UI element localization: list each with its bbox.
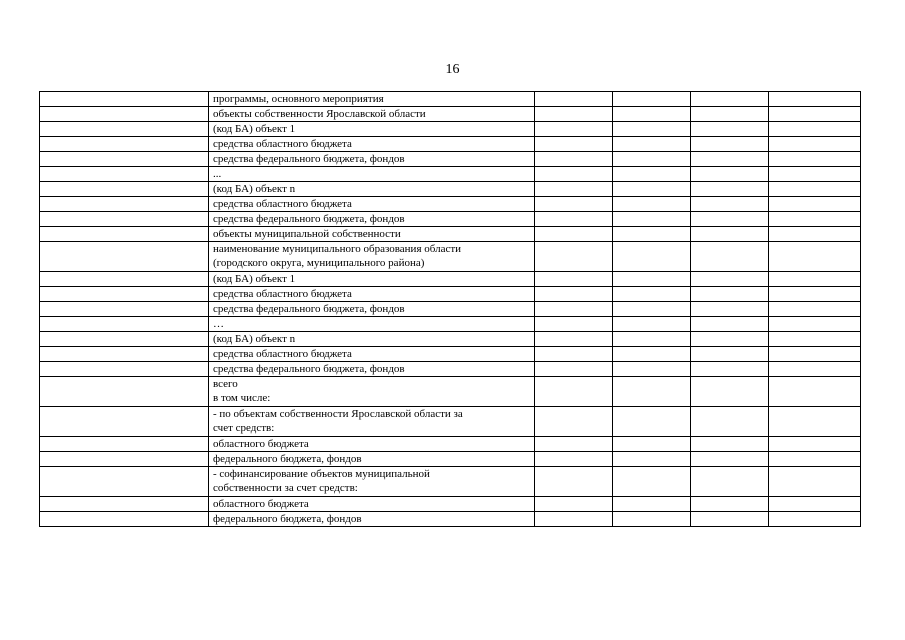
- row-label-line: средства областного бюджета: [213, 348, 352, 360]
- row-label-cell: [209, 362, 535, 377]
- value-cell: [613, 347, 691, 362]
- row-label-line: объекты муниципальной собственности: [213, 228, 401, 240]
- value-cell: [769, 302, 861, 317]
- value-cell: [691, 362, 769, 377]
- value-cell: [613, 152, 691, 167]
- row-blank-first-cell: [40, 197, 209, 212]
- value-cell: [691, 227, 769, 242]
- value-cell: [535, 407, 613, 437]
- value-cell: [769, 452, 861, 467]
- value-cell: [535, 227, 613, 242]
- value-cell: [535, 347, 613, 362]
- row-label-cell: [209, 107, 535, 122]
- value-cell: [769, 332, 861, 347]
- row-label-cell: [209, 347, 535, 362]
- value-cell: [691, 122, 769, 137]
- value-cell: [613, 332, 691, 347]
- value-cell: [769, 137, 861, 152]
- row-label-line: - софинансирование объектов муниципальной: [213, 468, 430, 480]
- value-cell: [691, 452, 769, 467]
- value-cell: [691, 317, 769, 332]
- row-blank-first-cell: [40, 512, 209, 527]
- value-cell: [613, 137, 691, 152]
- value-cell: [613, 182, 691, 197]
- value-cell: [535, 317, 613, 332]
- value-cell: [691, 272, 769, 287]
- value-cell: [691, 197, 769, 212]
- row-blank-first-cell: [40, 167, 209, 182]
- row-blank-first-cell: [40, 377, 209, 407]
- value-cell: [613, 287, 691, 302]
- value-cell: [691, 287, 769, 302]
- table-row: [40, 497, 861, 512]
- table-row: [40, 362, 861, 377]
- table-row: [40, 122, 861, 137]
- row-label-line: средства федерального бюджета, фондов: [213, 303, 405, 315]
- value-cell: [691, 467, 769, 497]
- row-label-cell: [209, 182, 535, 197]
- row-blank-first-cell: [40, 452, 209, 467]
- value-cell: [535, 92, 613, 107]
- value-cell: [691, 137, 769, 152]
- table-row: [40, 317, 861, 332]
- row-label-line: в том числе:: [213, 392, 271, 404]
- table-row: [40, 347, 861, 362]
- row-label-cell: [209, 227, 535, 242]
- value-cell: [769, 167, 861, 182]
- row-blank-first-cell: [40, 212, 209, 227]
- value-cell: [769, 437, 861, 452]
- table-row: [40, 272, 861, 287]
- row-label-cell: [209, 317, 535, 332]
- row-label-cell: [209, 137, 535, 152]
- row-blank-first-cell: [40, 467, 209, 497]
- value-cell: [769, 362, 861, 377]
- value-cell: [613, 467, 691, 497]
- row-label-line: (городского округа, муниципального района): [213, 257, 425, 269]
- row-blank-first-cell: [40, 107, 209, 122]
- value-cell: [535, 362, 613, 377]
- row-label-cell: [209, 377, 535, 407]
- row-label-cell: [209, 212, 535, 227]
- row-blank-first-cell: [40, 137, 209, 152]
- value-cell: [535, 377, 613, 407]
- row-label-line: областного бюджета: [213, 498, 309, 510]
- row-blank-first-cell: [40, 287, 209, 302]
- value-cell: [769, 512, 861, 527]
- value-cell: [613, 197, 691, 212]
- value-cell: [613, 107, 691, 122]
- row-label-cell: [209, 467, 535, 497]
- row-blank-first-cell: [40, 347, 209, 362]
- table-row: [40, 212, 861, 227]
- row-label-line: (код БА) объект 1: [213, 123, 296, 135]
- row-label-line: …: [213, 318, 224, 330]
- row-blank-first-cell: [40, 302, 209, 317]
- table-row: [40, 107, 861, 122]
- value-cell: [769, 407, 861, 437]
- row-label-line: программы, основного мероприятия: [213, 93, 384, 105]
- row-label-cell: [209, 332, 535, 347]
- row-label-cell: [209, 437, 535, 452]
- value-cell: [535, 242, 613, 272]
- value-cell: [691, 182, 769, 197]
- value-cell: [613, 407, 691, 437]
- value-cell: [613, 92, 691, 107]
- row-label-cell: [209, 407, 535, 437]
- value-cell: [535, 287, 613, 302]
- row-label-cell: [209, 152, 535, 167]
- row-label-cell: [209, 302, 535, 317]
- value-cell: [769, 272, 861, 287]
- value-cell: [535, 497, 613, 512]
- budget-table: [39, 91, 861, 527]
- row-label-line: - по объектам собственности Ярославской области за: [213, 408, 463, 420]
- value-cell: [769, 212, 861, 227]
- value-cell: [769, 287, 861, 302]
- value-cell: [535, 512, 613, 527]
- row-label-line: средства областного бюджета: [213, 198, 352, 210]
- row-blank-first-cell: [40, 497, 209, 512]
- value-cell: [613, 317, 691, 332]
- table-row: [40, 242, 861, 272]
- value-cell: [613, 512, 691, 527]
- row-label-line: всего: [213, 378, 238, 390]
- row-blank-first-cell: [40, 227, 209, 242]
- value-cell: [535, 167, 613, 182]
- budget-table-body: [40, 92, 861, 527]
- value-cell: [769, 347, 861, 362]
- value-cell: [769, 467, 861, 497]
- value-cell: [769, 182, 861, 197]
- value-cell: [535, 437, 613, 452]
- value-cell: [613, 452, 691, 467]
- row-label-cell: [209, 497, 535, 512]
- value-cell: [691, 242, 769, 272]
- page-number: 16: [445, 62, 460, 77]
- value-cell: [613, 362, 691, 377]
- row-blank-first-cell: [40, 362, 209, 377]
- row-label-line: объекты собственности Ярославской области: [213, 108, 426, 120]
- value-cell: [613, 272, 691, 287]
- row-label-line: средства федерального бюджета, фондов: [213, 363, 405, 375]
- value-cell: [691, 497, 769, 512]
- row-label-line: (код БА) объект 1: [213, 273, 296, 285]
- value-cell: [535, 197, 613, 212]
- row-label-cell: [209, 167, 535, 182]
- row-blank-first-cell: [40, 272, 209, 287]
- value-cell: [613, 167, 691, 182]
- row-label-cell: [209, 512, 535, 527]
- row-blank-first-cell: [40, 92, 209, 107]
- value-cell: [535, 122, 613, 137]
- table-row: [40, 227, 861, 242]
- value-cell: [535, 152, 613, 167]
- value-cell: [769, 107, 861, 122]
- row-label-line: (код БА) объект n: [213, 183, 296, 195]
- row-label-cell: [209, 197, 535, 212]
- value-cell: [691, 167, 769, 182]
- table-row: [40, 92, 861, 107]
- row-label-line: областного бюджета: [213, 438, 309, 450]
- table-row: [40, 137, 861, 152]
- row-blank-first-cell: [40, 407, 209, 437]
- table-row: [40, 152, 861, 167]
- value-cell: [613, 437, 691, 452]
- row-blank-first-cell: [40, 182, 209, 197]
- value-cell: [691, 212, 769, 227]
- row-label-cell: [209, 452, 535, 467]
- value-cell: [691, 377, 769, 407]
- value-cell: [691, 107, 769, 122]
- value-cell: [769, 122, 861, 137]
- value-cell: [535, 107, 613, 122]
- row-label-line: федерального бюджета, фондов: [213, 453, 362, 465]
- value-cell: [613, 122, 691, 137]
- value-cell: [535, 182, 613, 197]
- value-cell: [535, 137, 613, 152]
- row-label-line: собственности за счет средств:: [213, 482, 358, 494]
- value-cell: [691, 92, 769, 107]
- value-cell: [691, 407, 769, 437]
- value-cell: [613, 302, 691, 317]
- row-label-line: средства федерального бюджета, фондов: [213, 153, 405, 165]
- value-cell: [691, 152, 769, 167]
- row-blank-first-cell: [40, 437, 209, 452]
- table-row: [40, 437, 861, 452]
- value-cell: [691, 302, 769, 317]
- value-cell: [691, 512, 769, 527]
- value-cell: [535, 272, 613, 287]
- table-row: [40, 467, 861, 497]
- row-label-line: средства федерального бюджета, фондов: [213, 213, 405, 225]
- table-row: [40, 512, 861, 527]
- table-row: [40, 407, 861, 437]
- value-cell: [613, 377, 691, 407]
- row-blank-first-cell: [40, 122, 209, 137]
- table-row: [40, 287, 861, 302]
- value-cell: [613, 212, 691, 227]
- value-cell: [535, 467, 613, 497]
- table-row: [40, 167, 861, 182]
- value-cell: [535, 452, 613, 467]
- value-cell: [769, 497, 861, 512]
- row-label-line: средства областного бюджета: [213, 288, 352, 300]
- table-row: [40, 302, 861, 317]
- table-row: [40, 452, 861, 467]
- value-cell: [769, 92, 861, 107]
- table-row: [40, 197, 861, 212]
- value-cell: [535, 212, 613, 227]
- row-label-line: ...: [213, 168, 222, 180]
- value-cell: [691, 437, 769, 452]
- value-cell: [613, 497, 691, 512]
- value-cell: [769, 317, 861, 332]
- value-cell: [769, 227, 861, 242]
- row-blank-first-cell: [40, 317, 209, 332]
- row-blank-first-cell: [40, 152, 209, 167]
- row-blank-first-cell: [40, 242, 209, 272]
- value-cell: [613, 242, 691, 272]
- value-cell: [769, 152, 861, 167]
- row-label-line: средства областного бюджета: [213, 138, 352, 150]
- value-cell: [613, 227, 691, 242]
- table-row: [40, 182, 861, 197]
- row-label-cell: [209, 92, 535, 107]
- row-label-line: счет средств:: [213, 422, 275, 434]
- table-row: [40, 377, 861, 407]
- row-label-line: федерального бюджета, фондов: [213, 513, 362, 525]
- row-label-cell: [209, 242, 535, 272]
- value-cell: [769, 377, 861, 407]
- value-cell: [691, 347, 769, 362]
- value-cell: [691, 332, 769, 347]
- value-cell: [769, 197, 861, 212]
- table-row: [40, 332, 861, 347]
- row-label-cell: [209, 287, 535, 302]
- row-label-line: (код БА) объект n: [213, 333, 296, 345]
- row-label-cell: [209, 122, 535, 137]
- value-cell: [535, 302, 613, 317]
- value-cell: [769, 242, 861, 272]
- row-blank-first-cell: [40, 332, 209, 347]
- value-cell: [535, 332, 613, 347]
- row-label-line: наименование муниципального образования области: [213, 243, 462, 255]
- row-label-cell: [209, 272, 535, 287]
